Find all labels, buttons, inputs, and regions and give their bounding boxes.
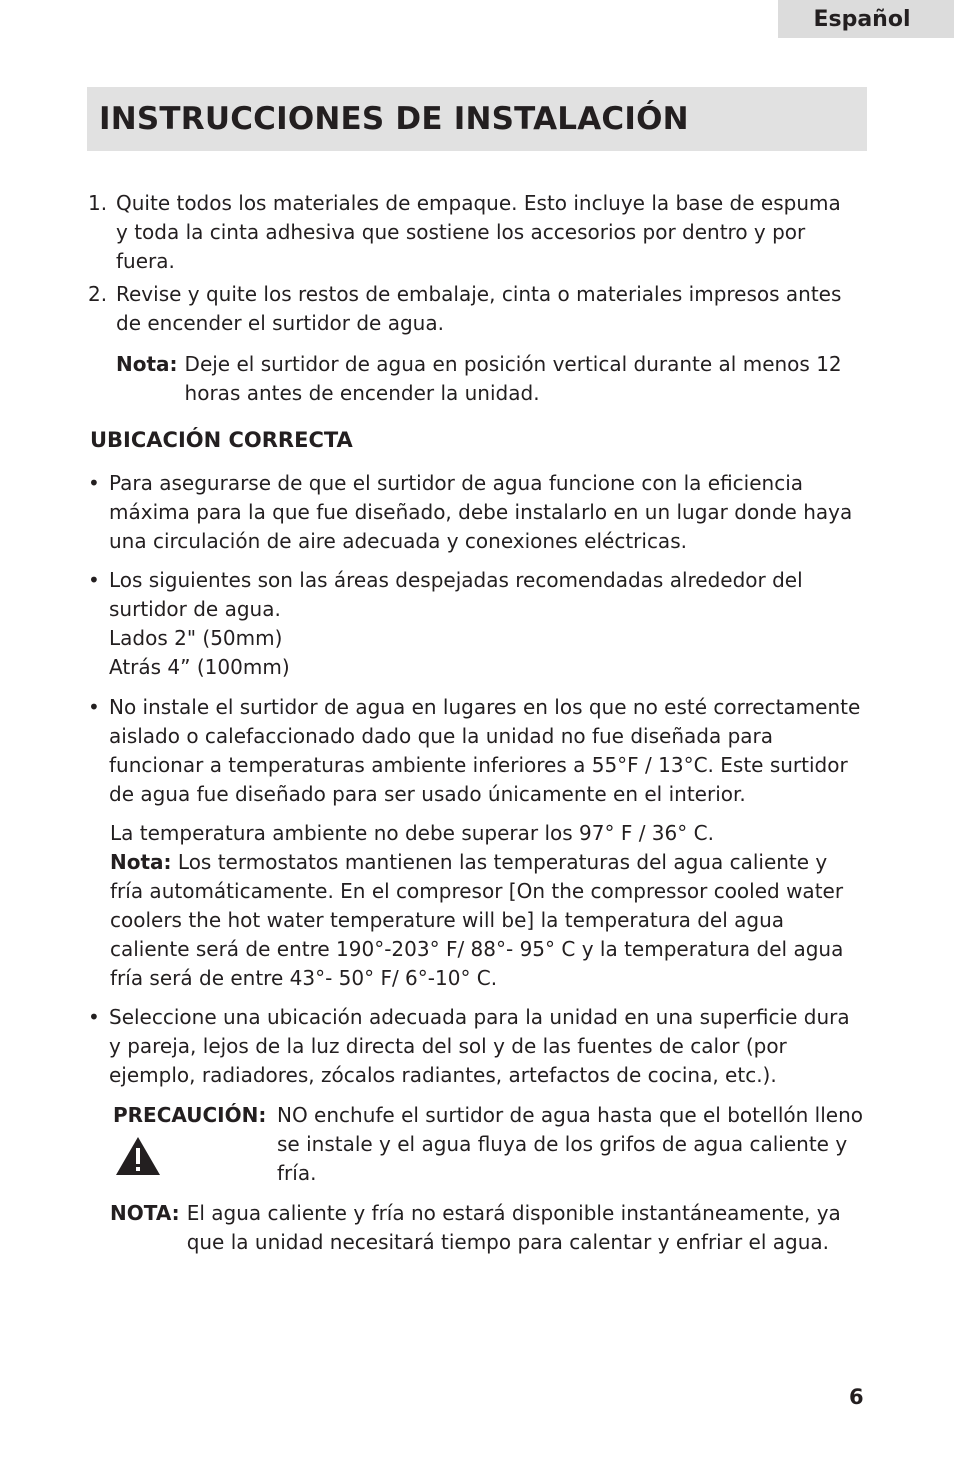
ambient-text: La temperatura ambiente no debe superar los 97° F / 36° C. (110, 821, 714, 845)
caution-block (113, 1101, 865, 1191)
language-label: Español (813, 6, 911, 32)
note-text: El agua caliente y fría no estará disponible instantáneamente, ya que la unidad necesitará tiempo para calentar y enfriar el agua. (186, 1201, 841, 1254)
ambient-temperature-text (110, 819, 864, 993)
page-title-bar (87, 87, 867, 151)
note-label: NOTA: (110, 1201, 180, 1225)
bullet-text: Seleccione una ubicación adecuada para la unidad en una superficie dura y pareja, lejos de la luz directa del sol y de las fuentes de calor (por ejemplo, radiadores, zócalos radiantes, artefactos de cocina, etc.). (109, 1005, 850, 1087)
note-text: Deje el surtidor de agua en posición vertical durante al menos 12 horas antes de encender la unidad. (184, 352, 842, 405)
note-label: Nota: (116, 352, 178, 376)
note-vertical-position (116, 350, 868, 408)
bullet-text: No instale el surtidor de agua en lugares en los que no esté correctamente aislado o calefaccionado dado que la unidad no fue diseñada para funcionar a temperaturas ambiente inferiores a 55°F / 13°C. Este surtidor de agua fue diseñado para ser usado únicamente en el interior. (109, 695, 861, 806)
clearance-sides: Lados 2" (50mm) (109, 626, 283, 650)
step-text: Quite todos los materiales de empaque. Esto incluye la base de espuma y toda la cinta adhesiva que sostiene los accesorios por dentro y por fuera. (116, 191, 841, 273)
caution-text: NO enchufe el surtidor de agua hasta que el botellón lleno se instale y el agua fluya de los grifos de agua caliente y fría. (277, 1103, 863, 1185)
caution-label: PRECAUCIÓN: (113, 1103, 267, 1127)
bullet-item (88, 566, 864, 682)
warning-triangle-icon (115, 1136, 161, 1176)
step-number: 1. (88, 191, 108, 215)
note-heating-time (110, 1199, 866, 1257)
note-label: Nota: (110, 850, 172, 874)
bullet-item (88, 469, 864, 556)
page-number: 6 (849, 1385, 864, 1409)
bullet-item (88, 1003, 864, 1090)
step-number: 2. (88, 282, 108, 306)
page-title: INSTRUCCIONES DE INSTALACIÓN (99, 101, 689, 137)
bullet-marker: • (88, 1005, 100, 1029)
bullet-marker: • (88, 568, 100, 592)
bullet-item (88, 693, 864, 809)
clearance-back: Atrás 4” (100mm) (109, 655, 290, 679)
bullet-marker: • (88, 695, 100, 719)
note-text: Los termostatos mantienen las temperaturas del agua caliente y fría automáticamente. En el compresor [On the compressor cooled water coolers the hot water temperature will be] la temperatura del agua caliente será de entre 190°-203° F/ 88°- 95° C y la temperatura del agua fría será de entre 43°- 50° F/ 6°-10° C. (110, 850, 844, 990)
section-heading: UBICACIÓN CORRECTA (90, 428, 353, 452)
language-tab (778, 0, 954, 38)
bullet-marker: • (88, 471, 100, 495)
step-text: Revise y quite los restos de embalaje, cinta o materiales impresos antes de encender el surtidor de agua. (116, 282, 842, 335)
step-1 (88, 189, 858, 276)
bullet-text: Los siguientes son las áreas despejadas recomendadas alrededor del surtidor de agua. (109, 568, 803, 621)
step-2 (88, 280, 858, 338)
bullet-text: Para asegurarse de que el surtidor de agua funcione con la eficiencia máxima para la que fue diseñado, debe instalarlo en un lugar donde haya una circulación de aire adecuada y conexiones eléctricas. (109, 471, 853, 553)
thermostat-note (110, 848, 864, 993)
